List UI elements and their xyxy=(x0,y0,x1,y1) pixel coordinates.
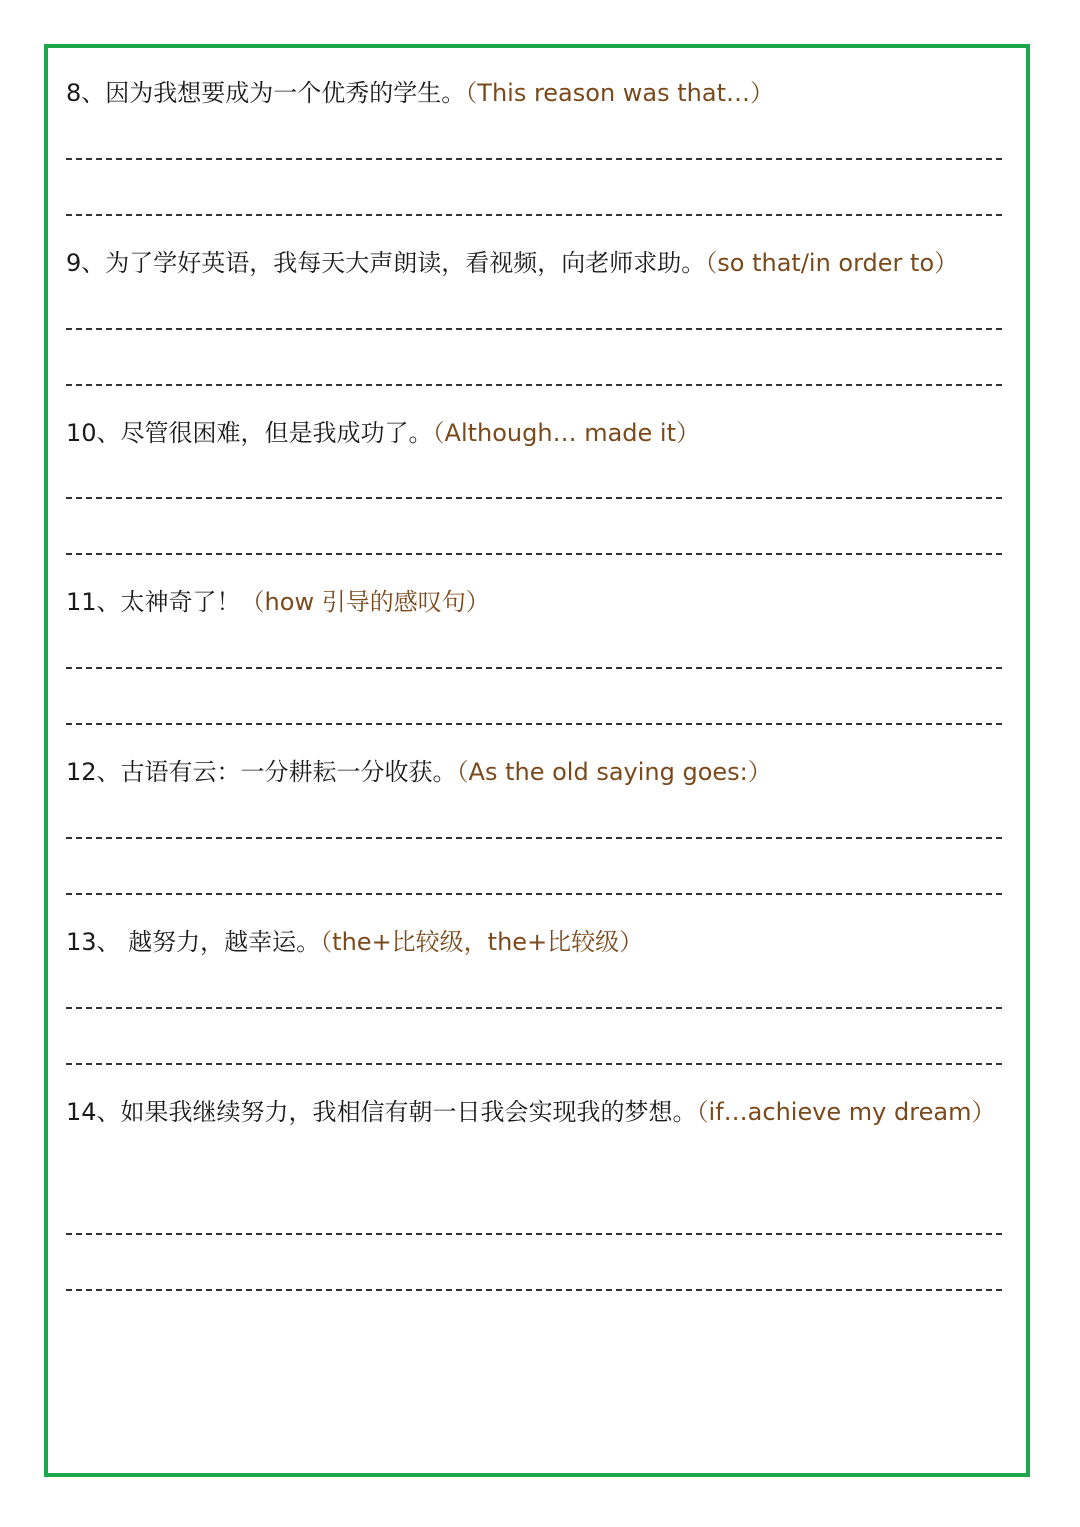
exercise-prompt: 为了学好英语，我每天大声朗读，看视频，向老师求助。 xyxy=(105,249,706,277)
exercise-14 xyxy=(66,1084,1016,1141)
exercise-prompt: 太神奇了！ xyxy=(120,588,241,616)
exercise-13 xyxy=(66,914,1016,971)
exercise-8 xyxy=(66,65,1016,122)
answer-line[interactable] xyxy=(66,1289,1002,1291)
answer-line[interactable] xyxy=(66,1007,1002,1009)
exercise-number: 10、 xyxy=(66,419,121,447)
exercise-prompt: 越努力，越幸运。 xyxy=(120,928,321,956)
answer-line[interactable] xyxy=(66,837,1002,839)
answer-line[interactable] xyxy=(66,1233,1002,1235)
answer-line[interactable] xyxy=(66,553,1002,555)
answer-line[interactable] xyxy=(66,214,1002,216)
answer-line[interactable] xyxy=(66,723,1002,725)
exercise-prompt: 尽管很困难，但是我成功了。 xyxy=(120,419,433,447)
exercise-number: 12、 xyxy=(66,758,121,786)
exercise-number: 11、 xyxy=(66,588,121,616)
answer-line[interactable] xyxy=(66,158,1002,160)
exercise-hint: （how 引导的感叹句） xyxy=(240,588,490,616)
answer-line[interactable] xyxy=(66,667,1002,669)
exercise-number: 8、 xyxy=(66,79,106,107)
exercise-hint: （the+比较级，the+比较级） xyxy=(320,928,644,956)
exercise-number: 13、 xyxy=(66,928,121,956)
exercise-hint: （As the old saying goes:） xyxy=(456,758,772,786)
exercise-hint: （Although… made it） xyxy=(432,419,701,447)
answer-line[interactable] xyxy=(66,384,1002,386)
answer-line[interactable] xyxy=(66,893,1002,895)
exercise-hint: （if…achieve my dream） xyxy=(696,1098,996,1126)
exercise-11 xyxy=(66,574,1016,631)
exercise-prompt: 如果我继续努力，我相信有朝一日我会实现我的梦想。 xyxy=(120,1098,697,1126)
exercise-hint: （so that/in order to） xyxy=(705,249,959,277)
answer-line[interactable] xyxy=(66,497,1002,499)
exercise-9 xyxy=(66,235,1016,292)
exercise-number: 9、 xyxy=(66,249,106,277)
exercise-12 xyxy=(66,744,1016,801)
exercise-number: 14、 xyxy=(66,1098,121,1126)
exercise-prompt: 因为我想要成为一个优秀的学生。 xyxy=(105,79,466,107)
answer-line[interactable] xyxy=(66,1063,1002,1065)
exercise-hint: （This reason was that…） xyxy=(465,79,774,107)
exercise-prompt: 古语有云：一分耕耘一分收获。 xyxy=(120,758,457,786)
answer-line[interactable] xyxy=(66,328,1002,330)
exercise-10 xyxy=(66,405,1016,462)
